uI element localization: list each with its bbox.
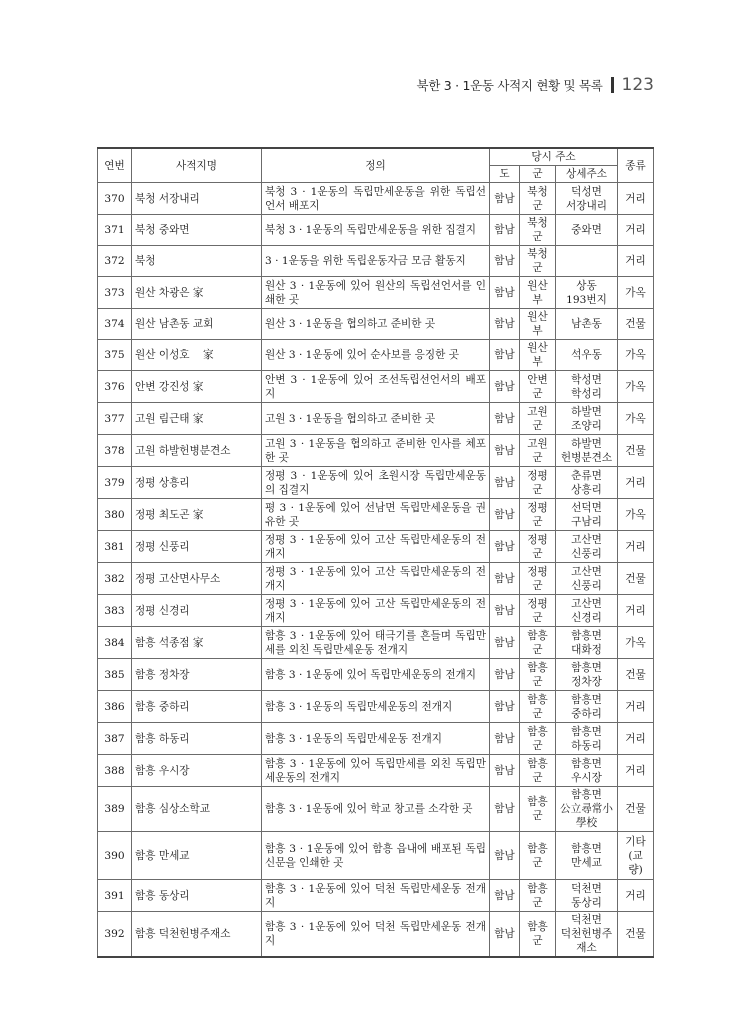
cell-do: 함남: [490, 832, 520, 880]
cell-detail-address: 남촌동: [556, 309, 618, 340]
cell-detail-address: 중와면: [556, 215, 618, 246]
cell-site-name: 안변 강진성 家: [132, 371, 262, 403]
cell-do: 함남: [490, 787, 520, 832]
cell-detail-address: 덕성면 서장내리: [556, 183, 618, 215]
table-row: [98, 912, 654, 958]
cell-detail-address: 고산면 신경리: [556, 595, 618, 627]
cell-do: 함남: [490, 277, 520, 309]
cell-gun: 정평군: [520, 563, 556, 595]
cell-site-name: 함흥 우시장: [132, 755, 262, 787]
cell-kind: 거리: [618, 723, 654, 755]
cell-definition: 북청 3 · 1운동의 독립만세운동을 위한 집결지: [262, 215, 490, 246]
cell-no: 389: [98, 787, 132, 832]
cell-kind: 건물: [618, 563, 654, 595]
cell-definition: 평 3 · 1운동에 있어 선남면 독립만세운동을 권유한 곳: [262, 499, 490, 531]
table-row: [98, 499, 654, 531]
cell-site-name: 정평 최도곤 家: [132, 499, 262, 531]
cell-detail-address: 춘류면 상흥리: [556, 467, 618, 499]
cell-site-name: 원산 남촌동 교회: [132, 309, 262, 340]
cell-site-name: 함흥 동상리: [132, 880, 262, 912]
cell-definition: 함흥 3 · 1운동에 있어 독립만세를 외친 독립만세운동의 전개지: [262, 755, 490, 787]
table-row: [98, 183, 654, 215]
cell-definition: 안변 3 · 1운동에 있어 조선독립선언서의 배포지: [262, 371, 490, 403]
cell-no: 379: [98, 467, 132, 499]
table-row: [98, 215, 654, 246]
cell-do: 함남: [490, 499, 520, 531]
cell-gun: 북청군: [520, 246, 556, 277]
table-row: [98, 723, 654, 755]
cell-detail-address: 하발면 헌병분견소: [556, 435, 618, 467]
cell-no: 378: [98, 435, 132, 467]
cell-do: 함남: [490, 215, 520, 246]
cell-kind: 건물: [618, 435, 654, 467]
cell-kind: 가옥: [618, 340, 654, 371]
table-row: [98, 403, 654, 435]
cell-no: 375: [98, 340, 132, 371]
cell-do: 함남: [490, 723, 520, 755]
header-detail-address: 상세주소: [556, 166, 618, 183]
page-number: 123: [621, 75, 654, 95]
cell-kind: 거리: [618, 531, 654, 563]
cell-kind: 가옥: [618, 371, 654, 403]
cell-no: 390: [98, 832, 132, 880]
cell-definition: 함흥 3 · 1운동에 있어 태극기를 흔들며 독립만세를 외친 독립만세운동 전개지: [262, 627, 490, 659]
cell-no: 385: [98, 659, 132, 691]
cell-gun: 정평군: [520, 467, 556, 499]
cell-site-name: 함흥 하동리: [132, 723, 262, 755]
cell-site-name: 북청 서장내리: [132, 183, 262, 215]
header-address-group: 당시 주소: [490, 148, 618, 166]
table-row: [98, 787, 654, 832]
cell-gun: 안변군: [520, 371, 556, 403]
table-row: [98, 880, 654, 912]
historic-sites-table: [97, 147, 654, 958]
cell-no: 392: [98, 912, 132, 958]
cell-gun: 함흥군: [520, 627, 556, 659]
header-do: 도: [490, 166, 520, 183]
cell-no: 382: [98, 563, 132, 595]
cell-definition: 고원 3 · 1운동을 협의하고 준비한 인사를 체포한 곳: [262, 435, 490, 467]
cell-site-name: 원산 이성호 家: [132, 340, 262, 371]
cell-do: 함남: [490, 627, 520, 659]
table-row: [98, 691, 654, 723]
cell-definition: 함흥 3 · 1운동에 있어 덕천 독립만세운동 전개지: [262, 912, 490, 958]
cell-kind: 거리: [618, 246, 654, 277]
cell-do: 함남: [490, 340, 520, 371]
cell-site-name: 정평 고산면사무소: [132, 563, 262, 595]
cell-definition: 함흥 3 · 1운동에 있어 덕천 독립만세운동 전개지: [262, 880, 490, 912]
cell-detail-address: 함흥면 우시장: [556, 755, 618, 787]
cell-definition: 정평 3 · 1운동에 있어 초원시장 독립만세운동의 집결지: [262, 467, 490, 499]
cell-site-name: 함흥 정차장: [132, 659, 262, 691]
header-divider-bar: [611, 77, 614, 93]
table-row: [98, 531, 654, 563]
cell-gun: 원산부: [520, 277, 556, 309]
table-row: [98, 755, 654, 787]
cell-no: 380: [98, 499, 132, 531]
cell-do: 함남: [490, 912, 520, 958]
cell-kind: 가옥: [618, 277, 654, 309]
cell-no: 373: [98, 277, 132, 309]
cell-kind: 기타 (교 량): [618, 832, 654, 880]
cell-definition: 원산 3 · 1운동에 있어 순사보를 응징한 곳: [262, 340, 490, 371]
cell-definition: 북청 3 · 1운동의 독립만세운동을 위한 독립선언서 배포지: [262, 183, 490, 215]
cell-site-name: 정평 신풍리: [132, 531, 262, 563]
table-row: [98, 467, 654, 499]
cell-site-name: 고원 림근태 家: [132, 403, 262, 435]
cell-detail-address: 함흥면 公立尋常小 學校: [556, 787, 618, 832]
table-row: [98, 246, 654, 277]
cell-no: 381: [98, 531, 132, 563]
cell-kind: 거리: [618, 691, 654, 723]
cell-do: 함남: [490, 403, 520, 435]
cell-gun: 정평군: [520, 595, 556, 627]
cell-kind: 가옥: [618, 499, 654, 531]
cell-gun: 정평군: [520, 531, 556, 563]
cell-gun: 함흥군: [520, 691, 556, 723]
cell-kind: 거리: [618, 183, 654, 215]
cell-no: 376: [98, 371, 132, 403]
cell-no: 377: [98, 403, 132, 435]
header-definition: 정의: [262, 148, 490, 183]
header-kind: 종류: [618, 148, 654, 183]
cell-gun: 함흥군: [520, 912, 556, 958]
table-header-row: [98, 148, 654, 166]
cell-definition: 원산 3 · 1운동에 있어 원산의 독립선언서를 인쇄한 곳: [262, 277, 490, 309]
cell-definition: 함흥 3 · 1운동에 있어 독립만세운동의 전개지: [262, 659, 490, 691]
cell-gun: 북청군: [520, 215, 556, 246]
cell-detail-address: 하발면 조양리: [556, 403, 618, 435]
cell-definition: 3 · 1운동을 위한 독립운동자금 모금 활동지: [262, 246, 490, 277]
cell-detail-address: 덕천면 동상리: [556, 880, 618, 912]
cell-do: 함남: [490, 595, 520, 627]
running-title: 북한 3 · 1운동 사적지 현황 및 목록: [416, 78, 603, 93]
cell-gun: 정평군: [520, 499, 556, 531]
header-no: 연번: [98, 148, 132, 183]
cell-gun: 함흥군: [520, 755, 556, 787]
cell-do: 함남: [490, 309, 520, 340]
cell-kind: 거리: [618, 880, 654, 912]
cell-site-name: 함흥 중하리: [132, 691, 262, 723]
cell-gun: 고원군: [520, 403, 556, 435]
cell-definition: 함흥 3 · 1운동의 독립만세운동 전개지: [262, 723, 490, 755]
cell-do: 함남: [490, 183, 520, 215]
cell-no: 374: [98, 309, 132, 340]
cell-gun: 함흥군: [520, 880, 556, 912]
cell-do: 함남: [490, 435, 520, 467]
cell-definition: 함흥 3 · 1운동의 독립만세운동의 전개지: [262, 691, 490, 723]
table-row: [98, 340, 654, 371]
cell-definition: 고원 3 · 1운동을 협의하고 준비한 곳: [262, 403, 490, 435]
cell-kind: 거리: [618, 755, 654, 787]
cell-gun: 함흥군: [520, 659, 556, 691]
cell-gun: 함흥군: [520, 832, 556, 880]
table-row: [98, 627, 654, 659]
table-row: [98, 371, 654, 403]
cell-no: 391: [98, 880, 132, 912]
cell-do: 함남: [490, 531, 520, 563]
cell-do: 함남: [490, 563, 520, 595]
cell-site-name: 북청 중와면: [132, 215, 262, 246]
cell-site-name: 원산 차광은 家: [132, 277, 262, 309]
cell-do: 함남: [490, 880, 520, 912]
cell-no: 386: [98, 691, 132, 723]
table-body: [98, 183, 654, 958]
cell-do: 함남: [490, 755, 520, 787]
table-row: [98, 435, 654, 467]
cell-site-name: 정평 신경리: [132, 595, 262, 627]
cell-kind: 가옥: [618, 403, 654, 435]
cell-no: 372: [98, 246, 132, 277]
header-site-name: 사적지명: [132, 148, 262, 183]
cell-no: 371: [98, 215, 132, 246]
cell-kind: 건물: [618, 787, 654, 832]
cell-detail-address: 석우동: [556, 340, 618, 371]
cell-detail-address: 고산면 신풍리: [556, 531, 618, 563]
cell-do: 함남: [490, 246, 520, 277]
cell-do: 함남: [490, 467, 520, 499]
cell-gun: 원산부: [520, 309, 556, 340]
table-row: [98, 595, 654, 627]
cell-gun: 함흥군: [520, 723, 556, 755]
cell-definition: 정평 3 · 1운동에 있어 고산 독립만세운동의 전개지: [262, 595, 490, 627]
running-header: [417, 74, 654, 96]
cell-kind: 건물: [618, 659, 654, 691]
cell-definition: 정평 3 · 1운동에 있어 고산 독립만세운동의 전개지: [262, 563, 490, 595]
cell-detail-address: 선덕면 구남리: [556, 499, 618, 531]
table-row: [98, 659, 654, 691]
cell-detail-address: 고산면 신풍리: [556, 563, 618, 595]
cell-kind: 건물: [618, 912, 654, 958]
cell-site-name: 북청: [132, 246, 262, 277]
cell-no: 384: [98, 627, 132, 659]
cell-site-name: 함흥 석종점 家: [132, 627, 262, 659]
cell-no: 388: [98, 755, 132, 787]
table-row: [98, 309, 654, 340]
cell-detail-address: [556, 246, 618, 277]
cell-site-name: 함흥 만세교: [132, 832, 262, 880]
cell-detail-address: 함흥면 중하리: [556, 691, 618, 723]
cell-kind: 가옥: [618, 627, 654, 659]
cell-do: 함남: [490, 659, 520, 691]
cell-definition: 정평 3 · 1운동에 있어 고산 독립만세운동의 전개지: [262, 531, 490, 563]
table-row: [98, 563, 654, 595]
cell-no: 383: [98, 595, 132, 627]
table-row: [98, 832, 654, 880]
cell-site-name: 함흥 심상소학교: [132, 787, 262, 832]
cell-site-name: 고원 하발헌병분견소: [132, 435, 262, 467]
header-gun: 군: [520, 166, 556, 183]
cell-detail-address: 학성면 학성리: [556, 371, 618, 403]
cell-do: 함남: [490, 691, 520, 723]
cell-definition: 함흥 3 · 1운동에 있어 학교 창고를 소각한 곳: [262, 787, 490, 832]
cell-site-name: 정평 상흥리: [132, 467, 262, 499]
cell-kind: 거리: [618, 215, 654, 246]
cell-gun: 고원군: [520, 435, 556, 467]
cell-gun: 원산부: [520, 340, 556, 371]
cell-detail-address: 함흥면 대화정: [556, 627, 618, 659]
cell-gun: 북청군: [520, 183, 556, 215]
cell-no: 370: [98, 183, 132, 215]
cell-detail-address: 덕천면 덕천헌병주 재소: [556, 912, 618, 958]
cell-site-name: 함흥 덕천헌병주재소: [132, 912, 262, 958]
cell-no: 387: [98, 723, 132, 755]
cell-detail-address: 함흥면 하동리: [556, 723, 618, 755]
cell-kind: 거리: [618, 595, 654, 627]
cell-detail-address: 함흥면 정차장: [556, 659, 618, 691]
cell-do: 함남: [490, 371, 520, 403]
table-row: [98, 277, 654, 309]
cell-detail-address: 함흥면 만세교: [556, 832, 618, 880]
cell-kind: 거리: [618, 467, 654, 499]
cell-detail-address: 상동 193번지: [556, 277, 618, 309]
cell-definition: 원산 3 · 1운동을 협의하고 준비한 곳: [262, 309, 490, 340]
cell-gun: 함흥군: [520, 787, 556, 832]
cell-kind: 건물: [618, 309, 654, 340]
cell-definition: 함흥 3 · 1운동에 있어 함흥 읍내에 배포된 독립신문을 인쇄한 곳: [262, 832, 490, 880]
